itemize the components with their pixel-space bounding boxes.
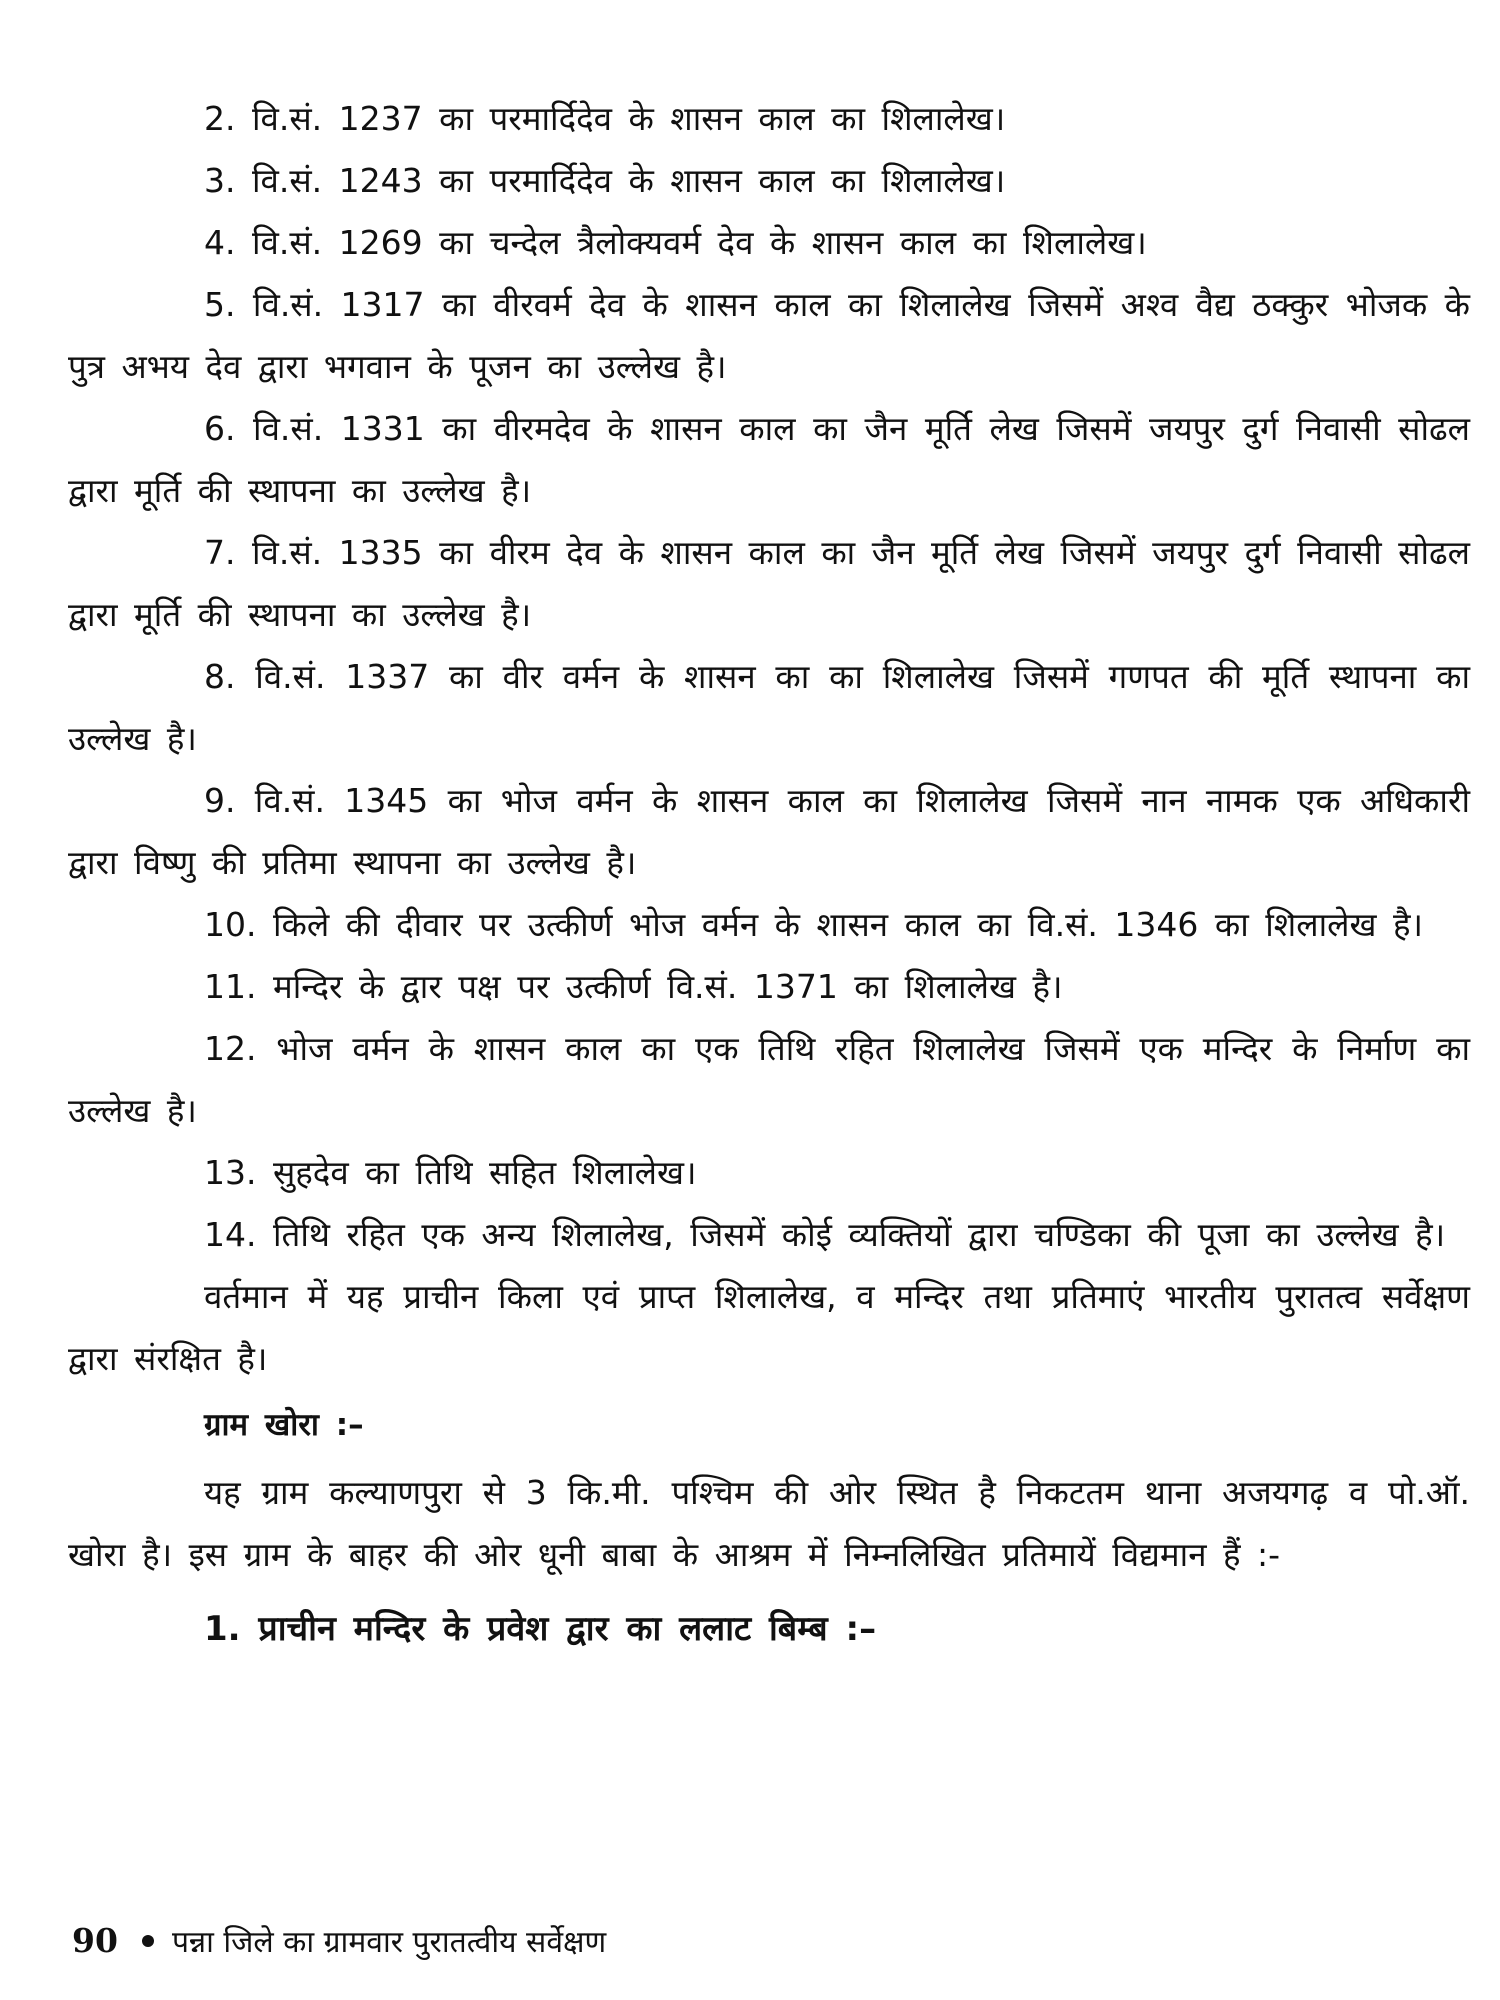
inscription-item-14: 14. तिथि रहित एक अन्य शिलालेख, जिसमें कोई व्यक्तियों द्वारा चण्डिका की पूजा का उल्लेख है। xyxy=(204,1215,1446,1254)
inscription-item-2: 2. वि.सं. 1237 का परमार्दिदेव के शासन काल का शिलालेख। xyxy=(204,99,1006,138)
inscription-item-9: 9. वि.सं. 1345 का भोज वर्मन के शासन काल का शिलालेख जिसमें नान नामक एक अधिकारी द्वारा विष्णु की प्रतिमा स्थापना का उल्लेख है। xyxy=(68,781,1470,882)
inscription-item-11: 11. मन्दिर के द्वार पक्ष पर उत्कीर्ण वि.सं. 1371 का शिलालेख है। xyxy=(204,967,1063,1006)
khora-paragraph: यह ग्राम कल्याणपुरा से 3 कि.मी. पश्चिम की ओर स्थित है निकटतम थाना अजयगढ़ व पो.ऑ. खोरा है। इस ग्राम के बाहर की ओर धूनी बाबा के आश्रम में निम्नलिखित प्रतिमायें विद्यमान हैं :- xyxy=(68,1473,1470,1574)
section-heading-khora: ग्राम खोरा :– xyxy=(204,1407,364,1443)
inscription-item-4: 4. वि.सं. 1269 का चन्देल त्रैलोक्यवर्म देव के शासन काल का शिलालेख। xyxy=(204,223,1147,262)
inscription-item-10: 10. किले की दीवार पर उत्कीर्ण भोज वर्मन के शासन काल का वि.सं. 1346 का शिलालेख है। xyxy=(204,905,1424,944)
inscription-item-13: 13. सुहदेव का तिथि सहित शिलालेख। xyxy=(204,1153,697,1192)
book-title: पन्ना जिले का ग्रामवार पुरातत्वीय सर्वेक्षण xyxy=(171,1925,607,1960)
inscription-item-7: 7. वि.सं. 1335 का वीरम देव के शासन काल का जैन मूर्ति लेख जिसमें जयपुर दुर्ग निवासी सोढल द्वारा मूर्ति की स्थापना का उल्लेख है। xyxy=(68,533,1470,634)
inscription-item-6: 6. वि.सं. 1331 का वीरमदेव के शासन काल का जैन मूर्ति लेख जिसमें जयपुर दुर्ग निवासी सोढल द्वारा मूर्ति की स्थापना का उल्लेख है। xyxy=(68,409,1470,510)
page-footer xyxy=(72,1920,606,1961)
conservation-paragraph: वर्तमान में यह प्राचीन किला एवं प्राप्त शिलालेख, व मन्दिर तथा प्रतिमाएं भारतीय पुरातत्व सर्वेक्षण द्वारा संरक्षित है। xyxy=(68,1277,1470,1378)
inscription-item-12: 12. भोज वर्मन के शासन काल का एक तिथि रहित शिलालेख जिसमें एक मन्दिर के निर्माण का उल्लेख है। xyxy=(68,1029,1470,1130)
inscription-item-3: 3. वि.सं. 1243 का परमार्दिदेव के शासन काल का शिलालेख। xyxy=(204,161,1006,200)
page-content xyxy=(68,88,1470,1660)
subheading-lintel: 1. प्राचीन मन्दिर के प्रवेश द्वार का ललाट बिम्ब :– xyxy=(204,1609,877,1649)
page-number: 90 xyxy=(72,1921,118,1960)
bullet-icon xyxy=(142,1935,154,1947)
inscription-item-8: 8. वि.सं. 1337 का वीर वर्मन के शासन का का शिलालेख जिसमें गणपत की मूर्ति स्थापना का उल्लेख है। xyxy=(68,657,1470,758)
inscription-item-5: 5. वि.सं. 1317 का वीरवर्म देव के शासन काल का शिलालेख जिसमें अश्व वैद्य ठक्कुर भोजक के पुत्र अभय देव द्वारा भगवान के पूजन का उल्लेख है। xyxy=(68,285,1470,386)
